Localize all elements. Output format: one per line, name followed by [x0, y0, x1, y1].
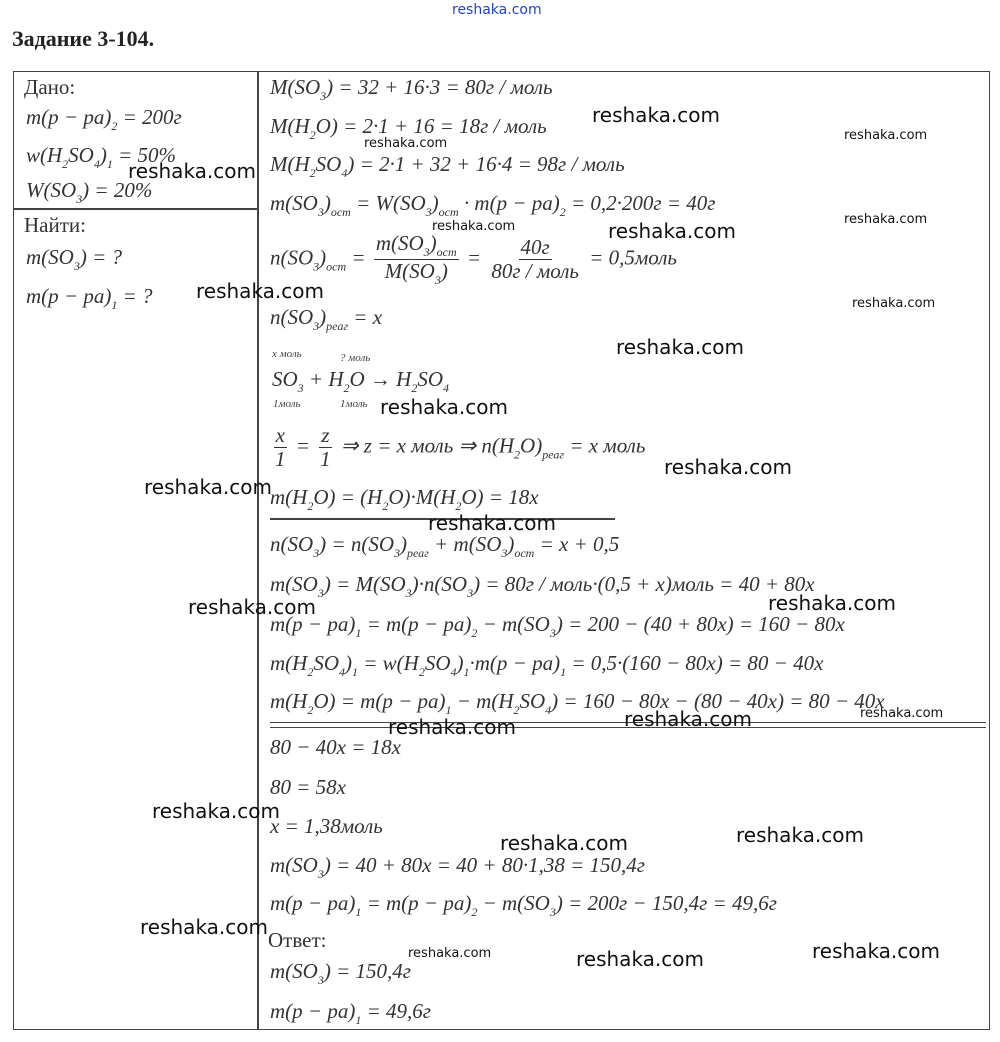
subscript: 4 [93, 157, 100, 171]
subscript: 3 [549, 905, 556, 919]
subscript: 4 [341, 166, 348, 180]
formula-text: · m(p − pa) [458, 191, 560, 215]
given-find-divider [13, 208, 258, 210]
formula-text: m(H [270, 651, 308, 675]
formula-text: SO [519, 689, 546, 713]
solution-line [270, 574, 815, 599]
site-link[interactable]: reshaka.com [452, 2, 542, 18]
formula-text: ) [319, 245, 327, 270]
formula-text: ) [345, 651, 352, 675]
formula-text: ) = 160 − 80x − (80 − 40x) = 80 − 40x [551, 689, 885, 713]
subscript: 2 [111, 119, 118, 133]
denominator [318, 448, 333, 471]
watermark: reshaka.com [616, 335, 744, 359]
subscript: 1 [445, 703, 452, 717]
formula-text: ·m(p − pa) [469, 651, 561, 675]
formula-text: M(H [270, 152, 310, 176]
subscript: 2 [455, 499, 462, 513]
fraction [318, 424, 333, 471]
subscript: 3 [76, 192, 83, 206]
formula-text: M(SO [384, 259, 435, 283]
subscript: 2 [309, 166, 316, 180]
subscript: 3 [549, 626, 556, 640]
solution-line [270, 77, 553, 102]
denominator [489, 260, 581, 283]
formula-text: SO [424, 651, 451, 675]
watermark: reshaka.com [500, 831, 628, 855]
subscript: 4 [450, 665, 457, 679]
subscript: 3 [313, 319, 320, 333]
formula-text: = [461, 245, 487, 270]
formula-text: = 200г [117, 105, 182, 129]
given-label: Дано: [24, 75, 76, 99]
watermark: reshaka.com [188, 595, 316, 619]
reaction-equation [272, 369, 449, 394]
formula-text: ) = M(SO [323, 572, 406, 596]
formula-text: ) = 2·1 + 32 + 16·4 = 98г / моль [347, 152, 625, 176]
find-label: Найти: [24, 213, 86, 237]
numerator [374, 232, 459, 260]
formula-text: SO [315, 152, 342, 176]
watermark: reshaka.com [844, 128, 928, 143]
subscript: 3 [313, 259, 320, 274]
formula-text: z [321, 423, 330, 447]
watermark: reshaka.com [860, 706, 944, 721]
subscript: 2 [309, 128, 316, 142]
formula-text: = 49,6г [361, 999, 431, 1023]
solution-line [270, 691, 885, 716]
solution-line [270, 653, 823, 678]
formula-text: m(H [270, 689, 308, 713]
solution-line [270, 154, 625, 179]
subscript: 1 [560, 665, 567, 679]
fraction [374, 232, 459, 287]
formula-text: m(p − pa) [26, 284, 112, 308]
formula-text: SO [272, 367, 298, 391]
subscript: 4 [545, 703, 552, 717]
formula-text: ) = 40 + 80x = 40 + 80·1,38 = 150,4г [323, 853, 645, 877]
subscript: 1 [106, 157, 113, 171]
formula-text: = ? [117, 284, 153, 308]
formula-text: ) = 80г / моль·(0,5 + x)моль = 40 + 80x [473, 572, 815, 596]
watermark: reshaka.com [144, 475, 272, 499]
subscript: 3 [501, 546, 508, 560]
formula-text: O) = m(p − pa) [313, 689, 446, 713]
subscript: 2 [514, 447, 521, 462]
watermark: reshaka.com [852, 296, 936, 311]
formula-text: m(SO [26, 245, 74, 269]
subscript: 3 [317, 867, 324, 881]
formula-text: 80 − 40x = 18x [270, 735, 401, 759]
answer-line [270, 961, 411, 986]
watermark: reshaka.com [664, 455, 792, 479]
solution-line [270, 193, 715, 218]
subscript: 2 [471, 626, 478, 640]
formula-text: O) [520, 433, 543, 458]
subscript: 1 [111, 298, 118, 312]
subscript: ост [514, 546, 535, 560]
formula-text: m(p − pa) [270, 612, 356, 636]
subscript: 2 [307, 703, 314, 717]
formula-text: m(p − pa) [270, 891, 356, 915]
formula-text: 80 = 58x [270, 775, 346, 799]
subscript: 1 [355, 1013, 362, 1027]
formula-text: − m(SO [477, 891, 550, 915]
formula-text: n(SO [270, 532, 314, 556]
subscript: 1 [355, 905, 362, 919]
formula-text: ) = n(SO [319, 532, 394, 556]
subscript: 3 [434, 273, 441, 287]
watermark: reshaka.com [388, 715, 516, 739]
watermark: reshaka.com [196, 279, 324, 303]
formula-text: SO [417, 367, 444, 391]
formula-text: ) [400, 532, 407, 556]
formula-text: 1 [320, 447, 331, 471]
formula-text: m(H [270, 485, 308, 509]
formula-text: = w(H [358, 651, 419, 675]
formula-text: = [290, 433, 316, 458]
formula-text: )·n(SO [411, 572, 468, 596]
given-line [26, 107, 182, 132]
find-line [26, 247, 122, 272]
formula-text: w(H [26, 143, 63, 167]
reaction-above-2: ? моль [340, 352, 371, 364]
formula-text: O → H [349, 367, 412, 391]
watermark: reshaka.com [812, 939, 940, 963]
subscript: ост [436, 245, 457, 259]
formula-text: ) = 20% [82, 178, 153, 202]
subscript: 3 [313, 546, 320, 560]
formula-text: − m(SO [477, 612, 550, 636]
formula-text: m(SO [270, 572, 318, 596]
formula-text: n(SO [270, 245, 314, 270]
answer-line [270, 1001, 431, 1026]
formula-text: ) [456, 651, 464, 675]
reaction-below-2: 1моль [340, 398, 368, 410]
formula-text: − m(H [451, 689, 514, 713]
formula-text: = m(p − pa) [361, 891, 472, 915]
subscript: 3 [73, 259, 80, 273]
formula-text: ) = 32 + 16·3 = 80г / моль [326, 75, 553, 99]
formula-text: m(SO [270, 191, 318, 215]
formula-text: 80г / моль [491, 259, 579, 283]
solution-line [270, 487, 539, 512]
formula-text: ) = 150,4г [323, 959, 411, 983]
solution-line [270, 737, 401, 758]
reaction-below-1: 1моль [273, 398, 301, 410]
subscript: 4 [443, 381, 450, 395]
watermark: reshaka.com [592, 103, 720, 127]
task-title: Задание 3-104. [12, 26, 155, 51]
formula-text: ⇒ z = x моль ⇒ n(H [335, 433, 515, 458]
find-line [26, 286, 153, 311]
formula-text: m(SO [270, 853, 318, 877]
formula-text: M(H [270, 114, 310, 138]
watermark: reshaka.com [364, 136, 448, 151]
reaction-above-1: x моль [272, 348, 302, 360]
solution-line [270, 424, 645, 471]
solution-line [270, 816, 383, 837]
subscript: 2 [559, 205, 566, 219]
formula-text: ) [323, 191, 331, 215]
formula-text: 40г [520, 235, 550, 259]
subscript: 3 [405, 586, 412, 600]
subscript: 1 [352, 665, 358, 679]
watermark: reshaka.com [128, 159, 256, 183]
subscript: ост [330, 205, 351, 219]
subscript: реаг [542, 447, 565, 462]
subscript: 2 [513, 703, 520, 717]
solution-line [270, 534, 619, 559]
formula-text: ) [507, 532, 515, 556]
subscript: 3 [394, 546, 400, 560]
subscript: 2 [471, 905, 478, 919]
solution-line [270, 777, 346, 798]
formula-text: = x + 0,5 [534, 532, 620, 556]
watermark: reshaka.com [768, 591, 896, 615]
formula-text: = 0,5·(160 − 80x) = 80 − 40x [566, 651, 824, 675]
formula-text: ) [319, 305, 327, 329]
subscript: 3 [423, 245, 430, 259]
fraction [489, 236, 581, 283]
formula-text: = [346, 245, 371, 270]
subscript: 2 [343, 381, 350, 395]
formula-text: W(SO [26, 178, 77, 202]
watermark: reshaka.com [140, 915, 268, 939]
formula-text: O)·M(H [388, 485, 456, 509]
formula-text: m(SO [270, 959, 318, 983]
given-line [26, 180, 152, 205]
solution-line [270, 855, 645, 880]
formula-text: SO [68, 143, 94, 167]
solution-line [270, 307, 382, 332]
subscript: 2 [307, 499, 314, 513]
column-divider [257, 71, 259, 1030]
subscript: 2 [307, 665, 314, 679]
formula-text: x [275, 423, 285, 447]
subscript: реаг [326, 319, 349, 333]
formula-text: ) = ? [79, 245, 122, 269]
formula-text: m(p − pa) [270, 999, 356, 1023]
formula-text: ) [440, 259, 448, 283]
subscript: 2 [411, 381, 418, 395]
formula-text: n(SO [270, 305, 314, 329]
formula-text: + H [303, 367, 344, 391]
solution-line [270, 893, 777, 918]
subscript: 1 [355, 626, 362, 640]
watermark: reshaka.com [576, 947, 704, 971]
watermark: reshaka.com [428, 511, 556, 535]
formula-text: ) [429, 231, 437, 255]
subscript: 3 [317, 586, 324, 600]
formula-text: = 0,2·200г = 40г [565, 191, 716, 215]
formula-text: O) = (H [313, 485, 383, 509]
subscript: 3 [297, 381, 304, 395]
subscript: 3 [425, 205, 432, 219]
subscript: 1 [463, 665, 470, 679]
numerator [274, 424, 287, 448]
subscript: реаг [407, 546, 429, 560]
formula-text: = x [348, 305, 383, 329]
subscript: 3 [317, 205, 324, 219]
subscript: 2 [382, 499, 389, 513]
formula-text: x = 1,38моль [270, 814, 383, 838]
subscript: 3 [320, 89, 327, 103]
formula-text: = 0,5моль [583, 245, 677, 270]
watermark: reshaka.com [624, 707, 752, 731]
subscript: 4 [339, 665, 345, 679]
subscript: ост [326, 259, 347, 274]
subscript: 2 [62, 157, 69, 171]
formula-text: = m(p − pa) [361, 612, 472, 636]
watermark: reshaka.com [736, 823, 864, 847]
subscript: 2 [418, 665, 425, 679]
formula-text: SO [313, 651, 339, 675]
subscript: ост [438, 205, 459, 219]
subscript: 3 [467, 586, 474, 600]
watermark: reshaka.com [152, 799, 280, 823]
watermark: reshaka.com [380, 395, 508, 419]
formula-text: + m(SO [428, 532, 502, 556]
denominator [273, 448, 288, 471]
watermark: reshaka.com [608, 219, 736, 243]
formula-text: 1 [275, 447, 286, 471]
formula-text: M(SO [270, 75, 321, 99]
watermark: reshaka.com [844, 212, 928, 227]
watermark: reshaka.com [408, 946, 492, 961]
fraction [273, 424, 288, 471]
numerator [519, 236, 552, 260]
watermark: reshaka.com [432, 219, 516, 234]
denominator [383, 260, 450, 287]
formula-text: ) = 200 − (40 + 80x) = 160 − 80x [555, 612, 845, 636]
formula-text: = x моль [564, 433, 646, 458]
solution-line [270, 614, 845, 639]
numerator [319, 424, 331, 448]
formula-text: ) [431, 191, 439, 215]
formula-text: m(SO [375, 231, 424, 255]
formula-text: O) = 18x [461, 485, 539, 509]
formula-text: m(p − pa) [26, 105, 112, 129]
formula-text: = 50% [112, 143, 177, 167]
subscript: 3 [317, 973, 324, 987]
formula-text: O) = 2·1 + 16 = 18г / моль [315, 114, 547, 138]
formula-text: ) = 200г − 150,4г = 49,6г [555, 891, 777, 915]
answer-label: Ответ: [268, 928, 327, 952]
formula-text: ) [99, 143, 107, 167]
formula-text: = W(SO [350, 191, 426, 215]
